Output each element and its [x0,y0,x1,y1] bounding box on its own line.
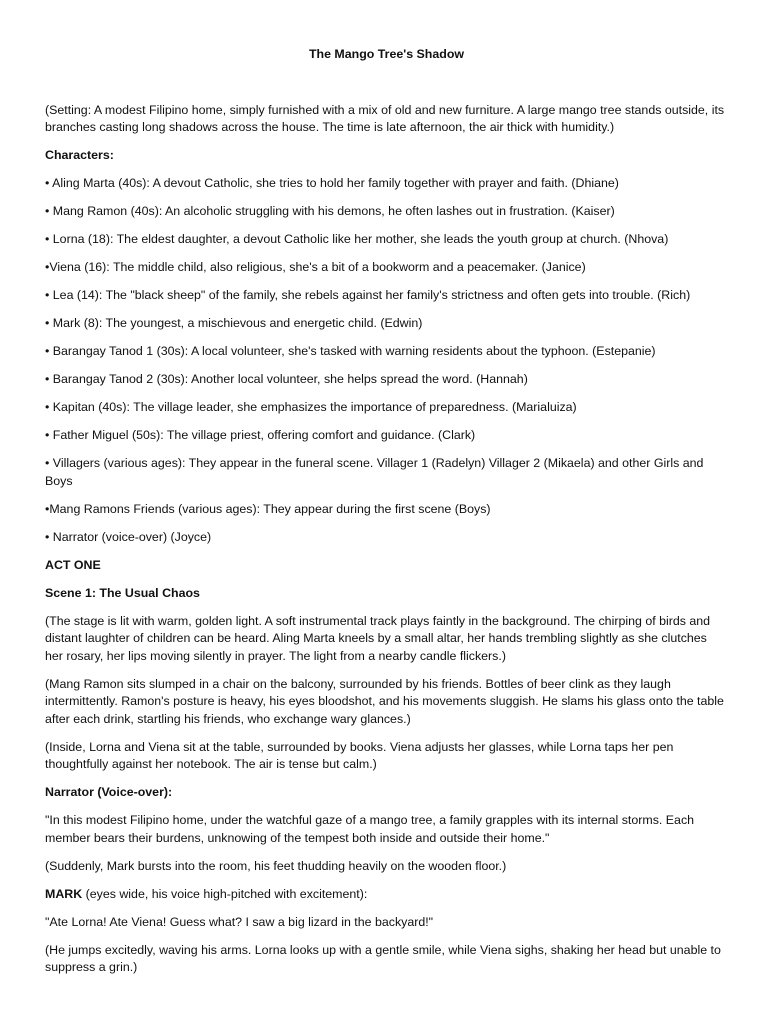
character-item: •Mang Ramons Friends (various ages): They appear during the first scene (Boys) [45,501,491,516]
narrator-line: "In this modest Filipino home, under the watchful gaze of a mango tree, a family grapples with its internal storms. Each member bears their burdens, unknowing of the tempest both inside and outside their home." [45,813,695,845]
characters-heading: Characters: [45,148,114,162]
character-item: • Barangay Tanod 1 (30s): A local volunteer, she's tasked with warning residents about the typhoon. (Estepanie) [45,344,656,358]
character-item: • Narrator (voice-over) (Joyce) [45,529,212,544]
stage-direction: (Suddenly, Mark bursts into the room, his feet thudding heavily on the wooden floor.) [45,858,507,873]
character-item: • Barangay Tanod 2 (30s): Another local volunteer, she helps spread the word. (Hannah) [45,372,528,386]
mark-cue [45,886,728,904]
stage-direction: (The stage is lit with warm, golden light. A soft instrumental track plays faintly in the background. The chirping of birds and distant laughter of children can be heard. Aling Marta kneels by a small altar, her hands trembling slightly as she clutches her rosary, her lips moving silently in prayer. The light from a nearby candle flickers.) [45,613,711,663]
stage-direction: (Inside, Lorna and Viena sit at the table, surrounded by books. Viena adjusts her glasses, while Lorna taps her pen thoughtfully against her notebook. The air is tense but calm.) [45,739,674,771]
character-item: • Kapitan (40s): The village leader, she emphasizes the importance of preparedness. (Marialuiza) [45,400,577,414]
character-item: • Mark (8): The youngest, a mischievous and energetic child. (Edwin) [45,316,423,330]
stage-direction: (He jumps excitedly, waving his arms. Lorna looks up with a gentle smile, while Viena sighs, shaking her head but unable to suppress a grin.) [45,942,721,974]
narrator-label: Narrator (Voice-over): [45,785,173,799]
character-list [45,175,728,546]
character-item: • Mang Ramon (40s): An alcoholic struggling with his demons, he often lashes out in frustration. (Kaiser) [45,204,615,218]
speaker-name: MARK [45,886,83,901]
act-heading: ACT ONE [45,557,101,572]
document-title: The Mango Tree's Shadow [308,47,465,61]
character-item: •Viena (16): The middle child, also religious, she's a bit of a bookworm and a peacemaker. (Janice) [45,260,586,274]
character-item: • Father Miguel (50s): The village priest, offering comfort and guidance. (Clark) [45,428,476,442]
character-item: • Aling Marta (40s): A devout Catholic, she tries to hold her family together with prayer and faith. (Dhiane) [45,176,619,190]
setting-paragraph: (Setting: A modest Filipino home, simply furnished with a mix of old and new furniture. A large mango tree stands outside, its branches casting long shadows across the house. The time is late afternoon, the air thick with humidity.) [45,102,725,134]
speaker-direction: (eyes wide, his voice high-pitched with excitement): [82,886,368,901]
character-item: • Villagers (various ages): They appear in the funeral scene. Villager 1 (Radelyn) Villager 2 (Mikaela) and other Girls and Boys [45,456,704,488]
character-item: • Lorna (18): The eldest daughter, a devout Catholic like her mother, she leads the youth group at church. (Nhova) [45,232,669,246]
character-item: • Lea (14): The "black sheep" of the family, she rebels against her family's strictness and often gets into trouble. (Rich) [45,288,691,302]
stage-direction: (Mang Ramon sits slumped in a chair on the balcony, surrounded by his friends. Bottles of beer clink as they laugh intermittently. Ramon's posture is heavy, his eyes bloodshot, and his movements sluggish. He slams his glass onto the table after each drink, startling his friends, who exchange wary glances.) [45,676,724,726]
mark-line: "Ate Lorna! Ate Viena! Guess what? I saw a big lizard in the backyard!" [45,914,434,929]
scene-heading: Scene 1: The Usual Chaos [45,585,200,600]
